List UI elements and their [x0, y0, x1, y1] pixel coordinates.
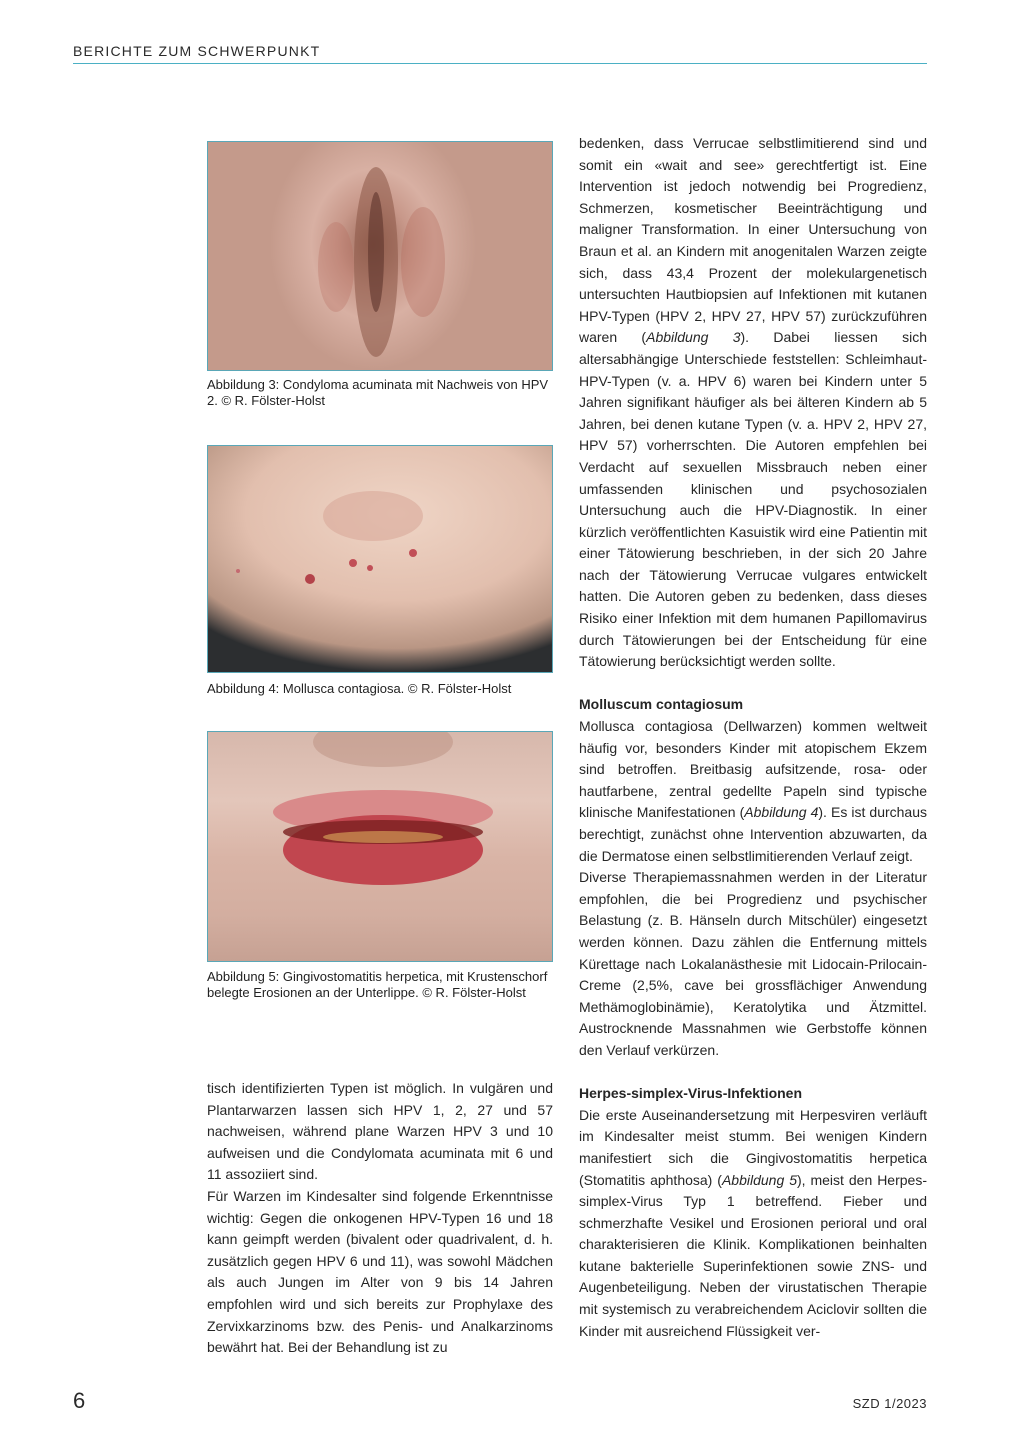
heading-molluscum: Molluscum contagiosum	[579, 696, 744, 713]
right-paragraph-3: Diverse Therapiemassnahmen werden in der Literatur empfohlen, die bei Progredienz und psychischer Belastung (z. B. Hänseln durch Mitschüler) eingesetzt werden können. Dazu zählen die Entfernung mittels Kürettage nach Lokalanästhesie mit Lidocain-Prilocain-Creme (2,5%, cave bei grossflächiger Anwendung Methämoglobinämie), Keratolytika und Ätzmittel. Austrocknende Massnahmen wie Gerbstoffe können den Verlauf verkürzen.	[579, 869, 927, 1058]
figure-5-illustration	[208, 732, 553, 962]
left-paragraph-1: tisch identifizierten Typen ist möglich. In vulgären und Plantarwarzen lassen sich HPV 1, 2, 27 und 57 nachweisen, während plane Warzen HPV 3 und 10 aufweisen und die Condylomata acuminata mit 6 und 11 assoziiert sind.	[207, 1080, 553, 1183]
figure-3-illustration	[208, 142, 553, 371]
right-paragraph-2: Mollusca contagiosa (Dellwarzen) kommen weltweit häufig vor, besonders Kinder mit atopischem Ekzem sind betroffen. Breitbasig aufsitzende, rosa- oder hautfarbene, zentral gedellte Papeln sind typische klinische Manifestationen (Abbildung 4). Es ist durchaus berechtigt, zunächst ohne Intervention abzuwarten, da die Dermatose einen selbstlimitierenden Verlauf zeigt.	[579, 718, 927, 864]
issue-label: SZD 1/2023	[852, 1396, 927, 1411]
figure-5-caption: Abbildung 5: Gingivostomatitis herpetica, mit Krustenschorf belegte Erosionen an der Unterlippe. © R. Fölster-Holst	[207, 969, 548, 1000]
left-paragraph-2: Für Warzen im Kindesalter sind folgende Erkenntnisse wichtig: Gegen die onkogenen HPV-Typen 16 und 18 kann geimpft werden (bivalent oder quadrivalent, d. h. zusätzlich gegen HPV 6 und 11), was sowohl Mädchen als auch Jungen im Alter von 9 bis 14 Jahren empfohlen wird und sich bereits zur Prophylaxe des Zervixkarzinoms bzw. des Penis- und Analkarzinoms bewährt hat. Bei der Behandlung ist zu	[207, 1187, 553, 1356]
right-text-column	[579, 133, 927, 1342]
figure-3-reference: Abbildung 3	[646, 329, 741, 346]
figure-3-caption: Abbildung 3: Condyloma acuminata mit Nachweis von HPV 2. © R. Fölster-Holst	[207, 377, 549, 408]
right-paragraph-4: Die erste Auseinandersetzung mit Herpesviren verläuft im Kindesalter meist stumm. Bei wenigen Kindern manifestiert sich die Gingivostomatitis herpetica (Stomatitis aphthosa) (Abbildung 5), meist den Herpes-simplex-Virus Typ 1 betreffend. Fieber und schmerzhafte Vesikel und Erosionen perioral und oral charakterisieren die Klinik. Komplikationen beinhalten kutane bakterielle Superinfektionen sowie ZNS- und Augenbeteiligung. Neben der virustatischen Therapie mit systemisch zu verabreichendem Aciclovir sollten die Kinder mit ausreichend Flüssigkeit ver-	[579, 1106, 927, 1339]
figure-5-reference: Abbildung 5	[721, 1171, 797, 1188]
page-number: 6	[73, 1388, 86, 1413]
figure-4-photo	[207, 445, 553, 673]
figure-4-caption: Abbildung 4: Mollusca contagiosa. © R. Fölster-Holst	[207, 681, 512, 696]
heading-herpes: Herpes-simplex-Virus-Infektionen	[579, 1085, 803, 1102]
left-text-column	[207, 1078, 553, 1359]
figure-4-reference: Abbildung 4	[744, 804, 819, 821]
figure-3-photo	[207, 141, 553, 371]
header-rule	[73, 63, 927, 64]
right-paragraph-1: bedenken, dass Verrucae selbstlimitierend sind und somit ein «wait and see» gerechtfertigt ist. Eine Intervention ist jedoch notwendig bei Progredienz, Schmerzen, kosmetischer Beeinträchtigung und maligner Transformation. In einer Untersuchung von Braun et al. an Kindern mit anogenitalen Warzen zeigte sich, dass 43,4 Prozent der molekulargenetisch untersuchten Hautbiopsien auf Infektionen mit kutanen HPV-Typen (HPV 2, HPV 27, HPV 57) zurückzuführen waren (Abbildung 3). Dabei liessen sich altersabhängige Unterschiede feststellen: Schleimhaut-HPV-Typen (v. a. HPV 6) waren bei Kindern unter 5 Jahren signifikant häufiger als bei älteren Kindern ab 5 Jahren, bei denen kutane Typen (v. a. HPV 2, HPV 27, HPV 57) vorherrschten. Die Autoren empfehlen bei Verdacht auf sexuellen Missbrauch neben einer umfassenden klinischen und psychosozialen Untersuchung auch die HPV-Diagnostik. In einer kürzlich veröffentlichten Kasuistik wird eine Patientin mit einer Tätowierung beschrieben, in der sich 20 Jahre nach der Tätowierung Verrucae vulgares entwickelt hatten. Die Autoren geben zu bedenken, dass dieses Risiko einer Infektion mit dem humanen Papillomavirus durch Tätowierungen bei der Entscheidung für eine Tätowierung berücksichtigt werden sollte.	[579, 135, 928, 670]
running-header: BERICHTE ZUM SCHWERPUNKT	[73, 43, 321, 59]
figure-5-photo	[207, 731, 553, 962]
figure-4-illustration	[208, 446, 553, 673]
